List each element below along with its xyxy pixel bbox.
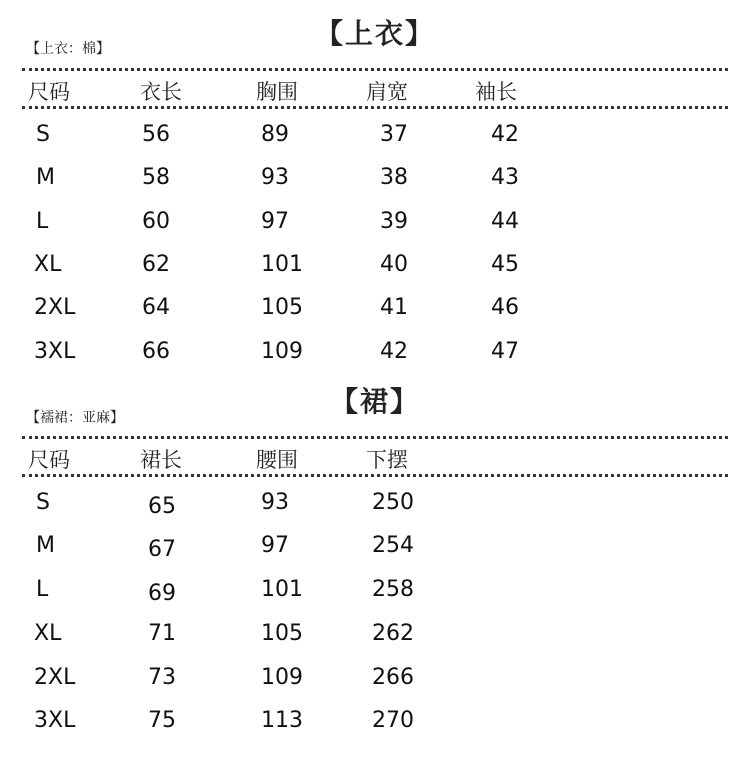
length-cell: 66 (142, 339, 170, 364)
waist-cell: 101 (261, 577, 303, 602)
hem-cell: 254 (372, 533, 414, 558)
table-row (0, 621, 750, 651)
top-table-header (0, 76, 750, 106)
size-cell: 3XL (34, 708, 76, 733)
chest-cell: 89 (261, 122, 289, 147)
skirt-header-divider-upper (22, 436, 728, 439)
skirt-material-label: 【襦裙：亚麻】 (26, 410, 124, 426)
table-row (0, 339, 750, 369)
top-header-size: 尺码 (28, 80, 70, 104)
hem-cell: 250 (372, 490, 414, 515)
size-cell: M (36, 165, 55, 190)
skirt-table-header (0, 444, 750, 474)
length-cell: 64 (142, 295, 170, 320)
table-row (0, 209, 750, 239)
top-header-length: 衣长 (140, 80, 182, 104)
top-header-sleeve: 袖长 (475, 80, 517, 104)
length-cell: 71 (148, 621, 176, 646)
shoulder-cell: 39 (380, 209, 408, 234)
size-cell: L (36, 209, 49, 234)
sleeve-cell: 42 (491, 122, 519, 147)
chest-cell: 101 (261, 252, 303, 277)
skirt-header-length: 裙长 (140, 448, 182, 472)
length-cell: 67 (148, 537, 176, 562)
skirt-header-divider-lower (22, 474, 728, 477)
top-material-label: 【上衣：棉】 (26, 41, 110, 57)
size-cell: 3XL (34, 339, 76, 364)
hem-cell: 270 (372, 708, 414, 733)
top-header-divider-upper (22, 68, 728, 71)
hem-cell: 266 (372, 665, 414, 690)
waist-cell: 105 (261, 621, 303, 646)
chest-cell: 97 (261, 209, 289, 234)
sleeve-cell: 46 (491, 295, 519, 320)
table-row (0, 490, 750, 520)
length-cell: 60 (142, 209, 170, 234)
waist-cell: 97 (261, 533, 289, 558)
hem-cell: 262 (372, 621, 414, 646)
table-row (0, 122, 750, 152)
skirt-header-hem: 下摆 (366, 448, 408, 472)
size-cell: 2XL (34, 295, 76, 320)
size-cell: L (36, 577, 49, 602)
chest-cell: 93 (261, 165, 289, 190)
table-row (0, 708, 750, 738)
hem-cell: 258 (372, 577, 414, 602)
table-row (0, 665, 750, 695)
waist-cell: 113 (261, 708, 303, 733)
size-cell: S (36, 490, 50, 515)
length-cell: 62 (142, 252, 170, 277)
shoulder-cell: 42 (380, 339, 408, 364)
length-cell: 73 (148, 665, 176, 690)
shoulder-cell: 37 (380, 122, 408, 147)
table-row (0, 577, 750, 607)
length-cell: 75 (148, 708, 176, 733)
top-header-divider-lower (22, 106, 728, 109)
skirt-header-size: 尺码 (28, 448, 70, 472)
length-cell: 58 (142, 165, 170, 190)
shoulder-cell: 41 (380, 295, 408, 320)
top-header-shoulder: 肩宽 (366, 80, 408, 104)
skirt-section-title: 【裙】 (329, 385, 420, 418)
top-section-title: 【上衣】 (314, 17, 435, 50)
length-cell: 65 (148, 494, 176, 519)
skirt-header-waist: 腰围 (256, 448, 298, 472)
table-row (0, 252, 750, 282)
table-row (0, 533, 750, 563)
waist-cell: 109 (261, 665, 303, 690)
size-cell: XL (34, 621, 62, 646)
shoulder-cell: 40 (380, 252, 408, 277)
size-cell: 2XL (34, 665, 76, 690)
sleeve-cell: 43 (491, 165, 519, 190)
sleeve-cell: 45 (491, 252, 519, 277)
sleeve-cell: 47 (491, 339, 519, 364)
length-cell: 56 (142, 122, 170, 147)
length-cell: 69 (148, 581, 176, 606)
size-cell: XL (34, 252, 62, 277)
shoulder-cell: 38 (380, 165, 408, 190)
size-cell: M (36, 533, 55, 558)
chest-cell: 105 (261, 295, 303, 320)
chest-cell: 109 (261, 339, 303, 364)
table-row (0, 295, 750, 325)
table-row (0, 165, 750, 195)
top-header-chest: 胸围 (256, 80, 298, 104)
waist-cell: 93 (261, 490, 289, 515)
sleeve-cell: 44 (491, 209, 519, 234)
size-cell: S (36, 122, 50, 147)
